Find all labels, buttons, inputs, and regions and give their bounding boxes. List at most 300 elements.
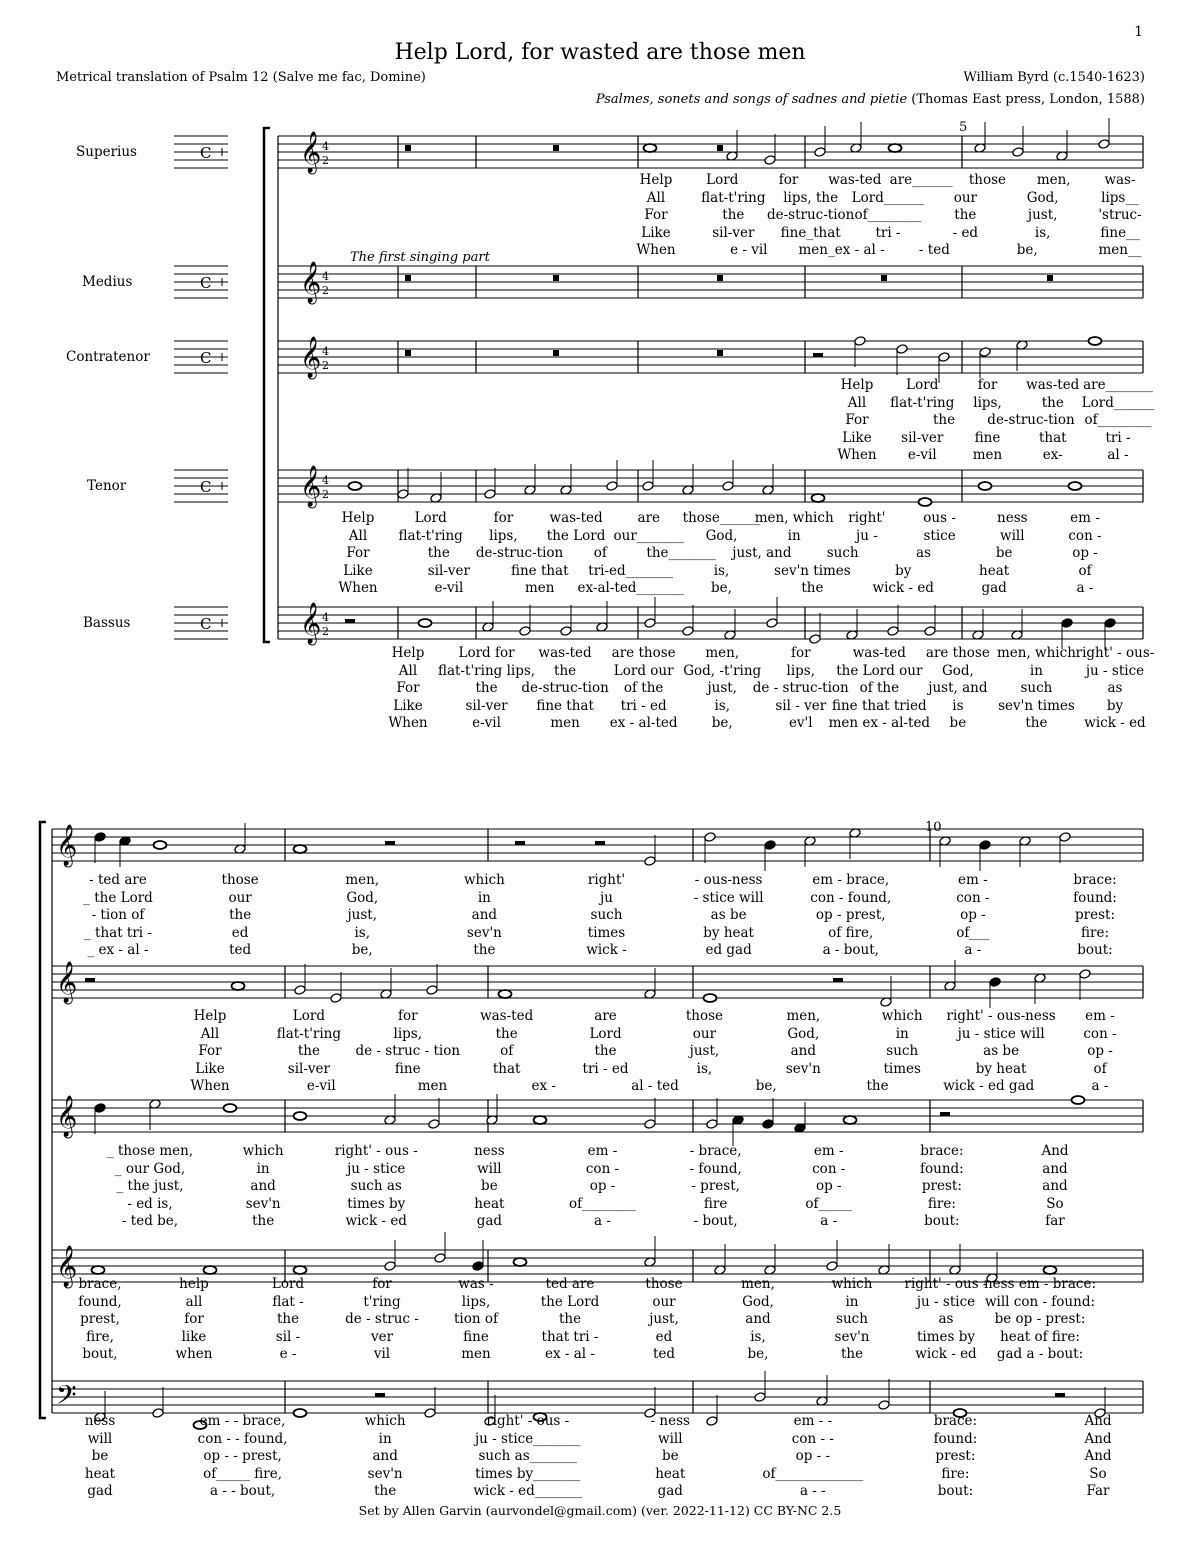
note-head — [979, 347, 991, 358]
breve-rest — [553, 275, 559, 281]
lyric-s1-bassus-verse1-syllable: Help — [391, 645, 425, 661]
lyric-s2-tenor-verse5-syllable: men — [461, 1346, 491, 1362]
system2-bracket — [40, 822, 46, 1418]
lyric-s1-tenor-verse4-syllable: is, — [713, 562, 730, 579]
lyric-s2-medius-verse1-syllable: right' - ous-ness — [946, 1008, 1056, 1024]
lyric-s2-superius-verse3-syllable: the — [229, 907, 252, 923]
clef2-superius: 𝄞 — [56, 825, 78, 866]
voice-name-tenor: Tenor — [87, 478, 127, 494]
lyric-s2-contratenor-verse5-syllable: - ted be, — [121, 1213, 179, 1229]
lyric-s2-medius-verse2-syllable: ju - stice will — [957, 1025, 1045, 1042]
lyric-s1-contratenor-verse5-syllable: When — [837, 447, 877, 463]
lyric-s2-bassus-verse4-syllable: fire: — [941, 1465, 970, 1482]
note-head — [814, 147, 826, 158]
lyric-s2-medius-verse5-syllable: wick - ed gad — [943, 1078, 1035, 1094]
lyric-s1-bassus-verse5-syllable: wick - ed — [1084, 715, 1146, 731]
lyric-s1-tenor-verse1-syllable: for — [493, 510, 514, 526]
note-head — [94, 1103, 106, 1114]
lyric-s1-bassus-verse1-syllable: are those — [925, 645, 990, 661]
lyric-s1-tenor-verse3-syllable: of — [593, 545, 607, 561]
lyric-s1-superius-verse4-syllable: - ed — [952, 224, 979, 241]
lyric-s2-medius-verse5-syllable: ex - — [531, 1078, 556, 1094]
note-head — [330, 993, 342, 1004]
lyric-s1-tenor-verse2-syllable: ju - — [856, 527, 878, 544]
lyric-s2-superius-verse5-syllable: wick - — [586, 942, 627, 958]
lyric-s2-tenor-verse2-syllable: t'ring — [363, 1293, 401, 1310]
lyric-s1-bassus-verse2-syllable: God, — [941, 662, 974, 679]
lyric-s2-superius-verse4-syllable: _ that tri - — [84, 924, 152, 941]
lyric-s1-tenor-verse5-syllable: wick - ed — [872, 580, 934, 596]
lyric-s2-bassus-verse5-syllable: a - - — [799, 1483, 826, 1499]
lyric-s1-bassus-verse2-syllable: Lord our — [613, 662, 674, 679]
lyric-s2-bassus-verse1-syllable: em - - — [793, 1413, 833, 1429]
lyric-s2-superius-verse5-syllable: be, — [351, 942, 373, 958]
lyric-s2-superius-verse2-syllable: con - found, — [810, 889, 892, 906]
lyric-s2-tenor-verse5-syllable: e - — [279, 1346, 297, 1362]
lyric-s2-contratenor-verse4-syllable: fire: — [927, 1195, 956, 1212]
half-rest — [940, 1112, 950, 1116]
half-rest — [1055, 1393, 1065, 1397]
lyric-s2-medius-verse2-syllable: our — [692, 1025, 717, 1042]
lyric-s1-tenor-verse1-syllable: those______ — [682, 510, 761, 526]
lyric-s2-medius-verse1-syllable: which — [881, 1008, 923, 1024]
lyric-s2-tenor-verse1-syllable: which — [831, 1276, 873, 1292]
lyric-s2-tenor-verse3-syllable: such — [836, 1311, 868, 1327]
lyric-s2-medius-verse2-syllable: con - — [1083, 1025, 1117, 1042]
lyric-s1-tenor-verse1-syllable: em - — [1070, 510, 1100, 526]
half-rest — [813, 353, 823, 357]
page-number: 1 — [1134, 24, 1143, 40]
note-head — [682, 626, 694, 637]
lyric-s2-tenor-verse4-syllable: fire, — [86, 1328, 114, 1345]
lyric-s1-tenor-verse2-syllable: flat-t'ring — [398, 527, 463, 544]
lyric-s1-tenor-verse4-syllable: by — [895, 562, 912, 579]
lyric-s1-tenor-verse4-syllable: Like — [343, 562, 373, 579]
lyric-s1-bassus-verse3-syllable: the — [475, 680, 498, 696]
lyric-s2-tenor-verse3-syllable: tion of — [454, 1311, 498, 1327]
note-head — [989, 977, 1001, 988]
lyric-s1-superius-verse5-syllable: men_ex - al - — [798, 242, 885, 258]
lyric-s2-superius-verse5-syllable: bout: — [1077, 942, 1113, 958]
lyric-s2-contratenor-verse5-syllable: bout: — [924, 1213, 960, 1229]
voice-name-contratenor: Contratenor — [66, 349, 150, 365]
lyric-s2-medius-verse1-syllable: was-ted — [480, 1008, 534, 1024]
lyric-s1-contratenor-verse3-syllable: For — [845, 412, 869, 428]
lyric-s1-bassus-verse4-syllable: fine that — [536, 697, 594, 714]
incipit-mensuration-sign: C — [200, 478, 212, 496]
lyric-s1-contratenor-verse1-syllable: are_______ — [1083, 377, 1153, 393]
lyric-s2-medius-verse3-syllable: the — [594, 1043, 617, 1059]
lyric-s2-medius-verse4-syllable: that — [492, 1060, 521, 1077]
lyric-s2-medius-verse1-syllable: for — [397, 1008, 418, 1024]
breve-rest — [717, 275, 723, 281]
whole-note — [499, 990, 512, 998]
lyric-s1-contratenor-verse1-syllable: Help — [840, 377, 874, 393]
lyric-s1-superius-verse4-syllable: fine__ — [1100, 224, 1140, 241]
lyric-s2-medius-verse2-syllable: Lord — [589, 1025, 622, 1042]
lyric-s1-bassus-verse4-syllable: sil - ver — [775, 697, 827, 714]
lyric-s2-bassus-verse3-syllable: op - - prest, — [203, 1448, 282, 1464]
source-title: Psalmes, sonets and songs of sadnes and pietie — [595, 92, 908, 107]
note-head — [1079, 969, 1091, 980]
lyric-s2-superius-verse2-syllable: con - — [956, 889, 990, 906]
lyric-s1-bassus-verse4-syllable: tri - ed — [620, 697, 667, 714]
lyric-s1-superius-verse2-syllable: Lord______ — [851, 189, 925, 206]
lyric-s1-contratenor-verse3-syllable: the — [932, 412, 956, 428]
lyric-s2-contratenor-verse4-syllable: of________ — [568, 1195, 637, 1212]
lyric-s2-superius-verse2-syllable: our — [228, 889, 252, 906]
lyric-s1-superius-verse1-syllable: Lord — [706, 172, 739, 188]
lyric-s2-bassus-verse4-syllable: of_____ fire, — [203, 1465, 283, 1482]
lyric-s2-tenor-verse4-syllable: like — [181, 1328, 207, 1345]
lyric-s1-bassus-verse1-syllable: was-ted — [852, 645, 906, 661]
lyric-s2-superius-verse4-syllable: fire: — [1081, 924, 1109, 941]
lyric-s1-superius-verse3-syllable: of________ — [854, 207, 922, 223]
lyric-s2-contratenor-verse3-syllable: op - — [589, 1178, 616, 1194]
whole-note — [154, 841, 167, 849]
lyric-s2-bassus-verse2-syllable: found: — [933, 1430, 978, 1447]
lyric-s1-bassus-verse3-syllable: just, and — [928, 680, 988, 696]
lyric-s2-superius-verse2-syllable: in — [477, 889, 491, 906]
lyric-s2-bassus-verse1-syllable: which — [364, 1413, 406, 1429]
whole-note — [419, 619, 432, 627]
note-head — [560, 626, 572, 637]
lyric-s2-medius-verse1-syllable: Lord — [292, 1008, 325, 1024]
lyric-s2-contratenor-verse5-syllable: far — [1045, 1213, 1065, 1229]
lyric-s2-superius-verse4-syllable: of fire, — [828, 924, 874, 941]
lyric-s2-contratenor-verse4-syllable: sev'n — [245, 1195, 281, 1212]
lyric-s2-bassus-verse3-syllable: op - - — [795, 1448, 831, 1464]
lyric-s2-medius-verse2-syllable: lips, — [393, 1025, 423, 1042]
lyric-s2-bassus-verse4-syllable: of_____________ — [762, 1465, 864, 1482]
lyric-s1-tenor-verse2-syllable: lips, — [489, 527, 518, 544]
lyric-s1-bassus-verse4-syllable: by — [1106, 697, 1124, 714]
note-head — [1061, 618, 1073, 629]
lyric-s1-tenor-verse3-syllable: just, and — [732, 545, 792, 561]
lyric-s1-contratenor-verse4-syllable: tri - — [1105, 429, 1131, 446]
half-rest — [85, 978, 95, 982]
lyric-s2-superius-verse1-syllable: which — [463, 872, 505, 888]
lyric-s1-superius-verse3-syllable: For — [644, 207, 668, 223]
lyric-s1-contratenor-verse2-syllable: All — [847, 394, 867, 411]
lyric-s1-bassus-verse2-syllable: in — [1029, 662, 1043, 679]
lyric-s2-tenor-verse2-syllable: God, — [742, 1293, 774, 1310]
lyric-s1-tenor-verse4-syllable: of — [1078, 562, 1092, 579]
lyric-s1-tenor-verse5-syllable: When — [338, 580, 378, 596]
lyric-s2-superius-verse4-syllable: ed — [231, 924, 249, 941]
lyric-s2-medius-verse3-syllable: as be — [983, 1043, 1020, 1059]
note-head — [644, 618, 656, 629]
lyric-s2-contratenor-verse4-syllable: times by — [347, 1195, 406, 1212]
lyric-s2-contratenor-verse3-syllable: and — [250, 1178, 276, 1194]
lyric-s2-tenor-verse5-syllable: gad a - bout: — [996, 1346, 1084, 1362]
lyric-s2-bassus-verse3-syllable: be — [661, 1448, 679, 1464]
whole-note — [232, 982, 245, 990]
lyric-s1-tenor-verse2-syllable: stice — [923, 527, 956, 544]
lyric-s1-bassus-verse5-syllable: the — [1025, 715, 1048, 731]
lyric-s2-bassus-verse3-syllable: prest: — [935, 1448, 976, 1464]
lyric-s1-bassus-verse2-syllable: the — [554, 662, 577, 679]
note-head — [766, 618, 778, 629]
lyric-s2-bassus-verse1-syllable: right' - ous - — [486, 1413, 570, 1429]
time-signature: 4 — [322, 474, 329, 487]
lyric-s2-tenor-verse5-syllable: ex - al - — [545, 1346, 595, 1362]
lyric-s2-tenor-verse1-syllable: ness em - brace: — [983, 1276, 1097, 1292]
lyric-s1-superius-verse3-syllable: 'struc- — [1098, 207, 1142, 223]
lyric-s2-superius-verse3-syllable: such — [590, 907, 623, 923]
lyric-s2-bassus-verse4-syllable: heat — [84, 1465, 116, 1482]
lyric-s2-medius-verse3-syllable: and — [790, 1043, 817, 1059]
lyric-s1-superius-verse3-syllable: just, — [1027, 207, 1058, 223]
lyric-s2-medius-verse2-syllable: in — [895, 1025, 909, 1042]
lyric-s1-tenor-verse2-syllable: in — [787, 527, 801, 544]
lyric-s2-contratenor-verse1-syllable: _ those men, — [106, 1143, 194, 1159]
lyric-s1-superius-verse3-syllable: the — [954, 207, 977, 223]
lyric-s2-superius-verse5-syllable: the — [473, 942, 496, 958]
composer: William Byrd (c.1540-1623) — [963, 70, 1145, 85]
clef2-medius: 𝄞 — [56, 962, 78, 1003]
lyric-s1-bassus-verse4-syllable: sil-ver — [465, 697, 508, 714]
lyric-s2-contratenor-verse4-syllable: of_____ — [805, 1195, 853, 1212]
lyric-s2-medius-verse1-syllable: Help — [193, 1008, 227, 1024]
lyric-s1-superius-verse2-syllable: flat-t'ring — [701, 189, 766, 206]
lyric-s2-tenor-verse2-syllable: lips, — [461, 1293, 491, 1310]
lyric-s2-superius-verse1-syllable: right' — [587, 872, 626, 888]
lyric-s1-superius-verse2-syllable: lips__ — [1101, 189, 1139, 206]
lyric-s2-bassus-verse1-syllable: And — [1084, 1413, 1112, 1429]
note-head — [519, 626, 531, 637]
lyric-s2-tenor-verse1-syllable: for — [372, 1276, 392, 1292]
lyric-s2-contratenor-verse2-syllable: found: — [920, 1160, 964, 1177]
lyric-s2-superius-verse2-syllable: ju — [600, 889, 613, 906]
lyric-s1-bassus-verse4-syllable: is — [952, 697, 964, 714]
lyric-s1-superius-verse1-syllable: was- — [1104, 172, 1136, 188]
time-signature: 2 — [322, 154, 329, 167]
whole-note — [294, 1409, 307, 1417]
lyric-s2-bassus-verse5-syllable: a - - bout, — [209, 1483, 276, 1499]
lyric-s1-superius-verse2-syllable: All — [646, 189, 666, 206]
lyric-s2-bassus-verse5-syllable: Far — [1086, 1483, 1110, 1499]
lyric-s2-contratenor-verse3-syllable: op - — [815, 1178, 842, 1194]
lyric-s1-contratenor-verse4-syllable: that — [1038, 429, 1067, 446]
note-head — [152, 1408, 164, 1419]
lyric-s2-superius-verse1-syllable: those — [221, 872, 259, 888]
note-head — [809, 634, 821, 645]
incipit-mensuration-sign: C — [200, 615, 212, 633]
whole-note — [514, 1258, 527, 1266]
note-head — [896, 344, 908, 355]
note-head — [397, 489, 409, 500]
lyric-s2-medius-verse2-syllable: All — [200, 1025, 220, 1042]
lyric-s2-contratenor-verse2-syllable: will — [477, 1160, 502, 1177]
note-head — [704, 832, 716, 843]
lyric-s2-superius-verse1-syllable: men, — [345, 872, 380, 888]
lyric-s2-contratenor-verse3-syllable: _ the just, — [116, 1178, 184, 1194]
note-head — [706, 1416, 718, 1427]
whole-note — [979, 482, 992, 490]
whole-note — [919, 498, 932, 506]
lyric-s2-tenor-verse1-syllable: those — [645, 1276, 683, 1292]
lyric-s1-superius-verse5-syllable: be, — [1016, 242, 1038, 258]
note-head — [1059, 832, 1071, 843]
lyric-s2-tenor-verse2-syllable: in — [845, 1293, 859, 1310]
lyric-s1-tenor-verse4-syllable: heat — [979, 562, 1010, 579]
lyric-s2-superius-verse1-syllable: em - brace, — [812, 872, 890, 888]
treble-clef-contratenor: 𝄞 — [300, 337, 322, 378]
lyric-s1-bassus-verse3-syllable: of the — [859, 680, 900, 696]
lyric-s1-superius-verse3-syllable: the — [722, 207, 745, 223]
time-signature: 4 — [322, 345, 329, 358]
breve-rest — [553, 350, 559, 356]
lyric-s1-bassus-verse3-syllable: such — [1020, 680, 1053, 696]
lyric-s2-bassus-verse4-syllable: heat — [655, 1465, 686, 1482]
note-head — [434, 1253, 446, 1264]
lyric-s1-contratenor-verse1-syllable: was-ted — [1026, 377, 1080, 393]
lyric-s1-tenor-verse5-syllable: gad — [981, 580, 1007, 596]
whole-note — [92, 1266, 105, 1274]
lyric-s2-contratenor-verse2-syllable: and — [1042, 1160, 1068, 1177]
lyric-s1-superius-verse1-syllable: was-ted — [828, 172, 882, 188]
breve-rest — [553, 145, 559, 151]
clef2-bassus: 𝄢 — [56, 1379, 77, 1417]
lyric-s2-contratenor-verse4-syllable: So — [1046, 1195, 1064, 1212]
lyric-s2-tenor-verse3-syllable: just, — [649, 1311, 679, 1327]
lyric-s2-tenor-verse4-syllable: ver — [370, 1328, 394, 1345]
whole-note — [294, 1112, 307, 1120]
lyric-s2-medius-verse1-syllable: men, — [786, 1008, 821, 1024]
lyric-s2-tenor-verse1-syllable: was - — [458, 1276, 494, 1292]
lyric-s1-tenor-verse1-syllable: ous - — [923, 510, 956, 526]
lyric-s1-superius-verse1-syllable: Help — [639, 172, 673, 188]
lyric-s2-superius-verse2-syllable: God, — [346, 889, 379, 906]
lyric-s1-tenor-verse5-syllable: ex-al-ted_______ — [577, 580, 684, 596]
lyric-s1-superius-verse2-syllable: God, — [1026, 189, 1059, 206]
note-head — [428, 1119, 440, 1130]
lyric-s2-superius-verse5-syllable: _ ex - al - — [87, 942, 149, 958]
direction-text: The first singing part — [350, 250, 490, 265]
lyric-s2-contratenor-verse3-syllable: be — [481, 1178, 498, 1194]
lyric-s2-bassus-verse2-syllable: will — [658, 1430, 683, 1447]
lyric-s2-tenor-verse5-syllable: when — [175, 1346, 213, 1362]
lyric-s2-contratenor-verse1-syllable: brace: — [920, 1143, 964, 1159]
lyric-s2-medius-verse3-syllable: de - struc - tion — [355, 1043, 461, 1059]
lyric-s2-tenor-verse1-syllable: ted are — [545, 1276, 595, 1292]
note-head — [924, 626, 936, 637]
lyric-s1-tenor-verse3-syllable: such — [826, 545, 859, 561]
lyric-s1-tenor-verse1-syllable: right' — [848, 510, 886, 526]
lyric-s1-superius-verse4-syllable: fine_that — [780, 224, 841, 241]
lyric-s1-tenor-verse1-syllable: was-ted — [549, 510, 603, 526]
lyric-s1-bassus-verse1-syllable: are those — [611, 645, 676, 661]
lyric-s1-tenor-verse2-syllable: our_______ — [613, 527, 685, 544]
lyric-s2-medius-verse4-syllable: times — [883, 1060, 921, 1077]
lyric-s2-tenor-verse1-syllable: brace, — [78, 1276, 122, 1292]
lyric-s2-superius-verse4-syllable: times — [587, 924, 626, 941]
lyric-s2-contratenor-verse1-syllable: right' - ous - — [334, 1143, 418, 1159]
whole-note — [294, 845, 307, 853]
lyric-s2-medius-verse5-syllable: al - ted — [631, 1078, 679, 1094]
lyric-s1-tenor-verse3-syllable: op - — [1072, 545, 1098, 561]
note-head — [484, 489, 496, 500]
lyric-s1-tenor-verse3-syllable: the — [427, 545, 450, 561]
lyric-s2-bassus-verse5-syllable: wick - ed_______ — [473, 1483, 583, 1499]
lyric-s2-contratenor-verse5-syllable: a - — [594, 1213, 611, 1229]
lyric-s1-superius-verse1-syllable: those — [968, 172, 1007, 188]
lyric-s1-bassus-verse4-syllable: Like — [393, 697, 423, 714]
lyric-s2-superius-verse3-syllable: op - prest, — [815, 907, 886, 923]
time-signature: 4 — [322, 140, 329, 153]
lyric-s2-contratenor-verse3-syllable: - prest, — [691, 1178, 740, 1194]
note-head — [472, 1261, 484, 1272]
lyric-s1-bassus-verse5-syllable: be, — [711, 715, 733, 731]
lyric-s1-tenor-verse3-syllable: the_______ — [646, 545, 716, 561]
lyric-s1-tenor-verse5-syllable: a - — [1076, 580, 1094, 596]
lyric-s2-contratenor-verse5-syllable: - bout, — [693, 1213, 738, 1229]
lyric-s2-tenor-verse3-syllable: de - struc - — [345, 1311, 419, 1327]
half-rest — [515, 841, 525, 845]
whole-note — [1072, 1096, 1085, 1104]
lyric-s2-medius-verse3-syllable: of — [500, 1043, 514, 1059]
lyric-s1-tenor-verse2-syllable: con - — [1068, 527, 1102, 544]
incipit-mensuration-sign: C — [200, 274, 212, 292]
lyric-s1-tenor-verse3-syllable: For — [346, 545, 370, 561]
lyric-s2-medius-verse4-syllable: Like — [195, 1060, 225, 1077]
source-publisher: (Thomas East press, London, 1588) — [907, 92, 1145, 107]
lyric-s2-medius-verse4-syllable: of — [1093, 1060, 1107, 1077]
lyric-s2-contratenor-verse3-syllable: prest: — [921, 1178, 962, 1194]
lyric-s1-superius-verse4-syllable: Like — [641, 224, 671, 241]
half-rest — [833, 978, 843, 982]
lyric-s1-bassus-verse1-syllable: was-ted — [538, 645, 592, 661]
lyric-s1-superius-verse2-syllable: lips, the — [783, 189, 839, 206]
time-signature: 2 — [322, 359, 329, 372]
lyric-s1-tenor-verse2-syllable: All — [348, 527, 368, 544]
lyric-s1-tenor-verse1-syllable: Lord — [414, 510, 447, 526]
lyric-s1-contratenor-verse5-syllable: ex- — [1042, 447, 1063, 463]
lyric-s2-superius-verse3-syllable: and — [471, 907, 498, 923]
lyric-s1-contratenor-verse2-syllable: lips, — [973, 394, 1002, 411]
voice-name-medius: Medius — [82, 274, 133, 290]
lyric-s2-superius-verse3-syllable: as be — [710, 907, 747, 923]
lyric-s2-tenor-verse1-syllable: right' - ous - — [904, 1276, 988, 1292]
lyric-s2-tenor-verse3-syllable: as — [938, 1311, 954, 1327]
lyric-s1-tenor-verse2-syllable: the Lord — [546, 527, 606, 544]
lyric-s1-contratenor-verse5-syllable: al - — [1107, 447, 1129, 463]
half-rest — [375, 1393, 385, 1397]
lyric-s2-tenor-verse4-syllable: sev'n — [834, 1328, 870, 1345]
lyric-s2-bassus-verse4-syllable: times by_______ — [475, 1465, 581, 1482]
note-head — [826, 1261, 838, 1272]
note-head — [644, 856, 656, 867]
lyric-s2-bassus-verse1-syllable: brace: — [933, 1413, 978, 1429]
note-head — [762, 1119, 774, 1130]
lyric-s2-superius-verse5-syllable: ted — [229, 942, 252, 958]
lyric-s2-tenor-verse4-syllable: times by — [916, 1328, 976, 1345]
lyric-s2-contratenor-verse1-syllable: em - — [587, 1143, 618, 1159]
lyric-s2-tenor-verse5-syllable: wick - ed — [915, 1346, 977, 1362]
lyric-s2-tenor-verse3-syllable: the — [558, 1311, 582, 1327]
piece-title: Help Lord, for wasted are those men — [394, 40, 806, 65]
note-head — [606, 481, 618, 492]
lyric-s1-superius-verse1-syllable: are______ — [889, 172, 953, 188]
lyric-s1-bassus-verse1-syllable: Lord for — [458, 645, 515, 661]
lyric-s1-contratenor-verse2-syllable: Lord______ — [1081, 394, 1155, 411]
lyric-s1-tenor-verse1-syllable: ness — [997, 510, 1028, 526]
note-head — [887, 626, 899, 637]
lyric-s1-superius-verse4-syllable: is, — [1034, 224, 1051, 241]
lyric-s2-medius-verse3-syllable: For — [198, 1043, 222, 1059]
lyric-s2-bassus-verse2-syllable: ju - stice_______ — [474, 1430, 581, 1447]
